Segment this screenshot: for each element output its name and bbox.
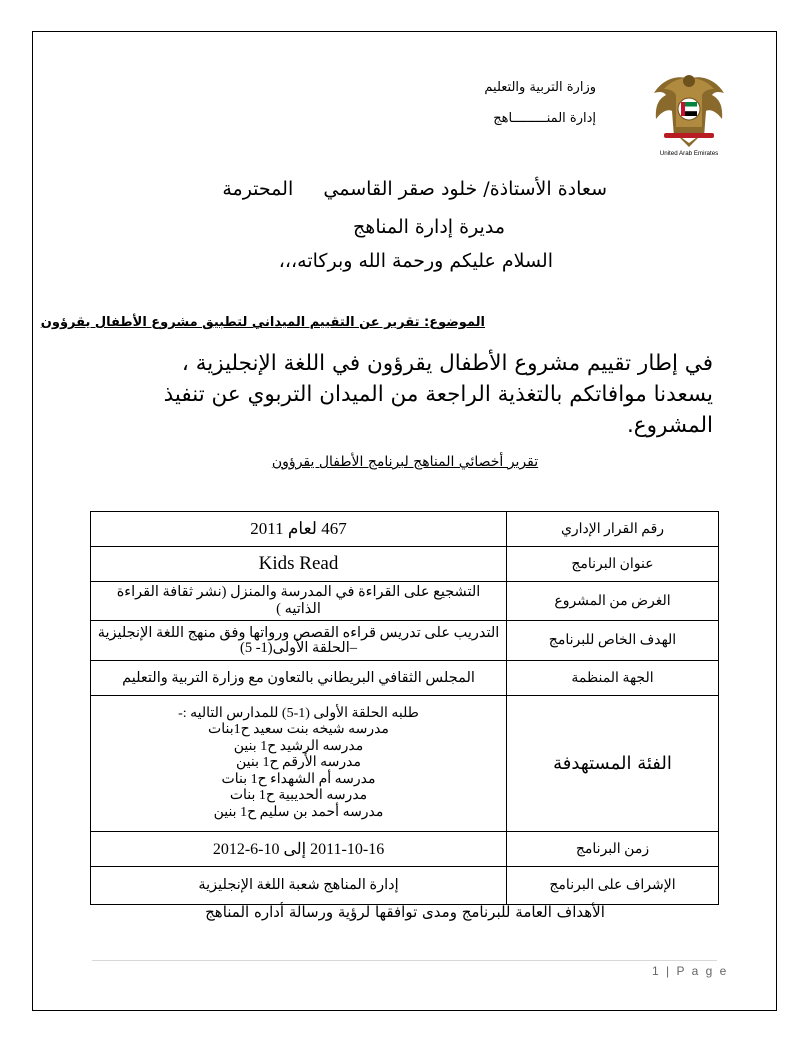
page-footer: [652, 964, 728, 978]
row-value: 2011-10-16 إلى 10-6-2012: [91, 832, 507, 867]
recipient-title: مديرة إدارة المناهج: [353, 216, 505, 238]
row-label: زمن البرنامج: [507, 832, 719, 867]
greeting-line: السلام عليكم ورحمة الله وبركاته،،،: [278, 250, 553, 272]
list-item: مدرسه الأرقم ح1 بنين: [235, 755, 362, 771]
footer-divider: [92, 960, 717, 961]
recipient-line: سعادة الأستاذة/ خلود صقر القاسمي المحترمة: [222, 178, 607, 200]
program-info-table: [90, 511, 719, 905]
ministry-name: وزارة التربية والتعليم: [484, 80, 596, 95]
row-label: عنوان البرنامج: [507, 547, 719, 582]
row-label: الهدف الخاص للبرنامج: [507, 621, 719, 661]
closing-heading: الأهداف العامة للبرنامج ومدى توافقها لرؤية ورسالة أداره المناهج: [205, 903, 605, 921]
department-name: إدارة المنـــــــــاهج: [493, 111, 596, 126]
row-value: Kids Read: [91, 547, 507, 582]
table-row: [91, 512, 719, 547]
list-item: مدرسه الرشيد ح1 بنين: [233, 738, 364, 754]
row-label: الغرض من المشروع: [507, 582, 719, 621]
emblem-caption: United Arab Emirates: [659, 150, 719, 157]
page-number: 1: [652, 964, 661, 978]
row-label: رقم القرار الإداري: [507, 512, 719, 547]
table-row: [91, 661, 719, 696]
table-row: [91, 582, 719, 621]
row-value: التدريب على تدريس قراءه القصص ورواتها وفق منهج اللغة الإنجليزية –الحلقة الأولى(1- 5): [91, 621, 507, 661]
uae-emblem-icon: [650, 67, 728, 157]
table-row: [91, 867, 719, 905]
row-label: الجهة المنظمة: [507, 661, 719, 696]
report-title: تقرير أخصائي المناهج لبرنامج الأطفال يقرؤون: [271, 454, 539, 470]
list-item: مدرسه أم الشهداء ح1 بنات: [221, 771, 376, 787]
subject-line: الموضوع: تقرير عن التقييم الميداني لتطبيق مشروع الأطفال يقرؤون: [40, 315, 485, 330]
row-value: 467 لعام 2011: [91, 512, 507, 547]
row-value: المجلس الثقافي البريطاني بالتعاون مع وزارة التربية والتعليم: [91, 661, 507, 696]
list-item: مدرسه أحمد بن سليم ح1 بنين: [213, 804, 384, 820]
table-row: [91, 696, 719, 832]
list-item: طلبه الحلقة الأولى (1-5) للمدارس التاليه :-: [178, 705, 419, 721]
row-value: إدارة المناهج شعبة اللغة الإنجليزية: [91, 867, 507, 905]
page-label: | P a g e: [666, 964, 729, 978]
intro-paragraph: في إطار تقييم مشروع الأطفال يقرؤون في اللغة الإنجليزية ، يسعدنا موافاتكم بالتغذية الراجعة من الميدان التربوي عن تنفيذ المشروع.: [163, 351, 713, 438]
table-row: [91, 547, 719, 582]
row-label: الفئة المستهدفة: [507, 696, 719, 832]
target-schools-list: [91, 696, 507, 832]
table-row: [91, 621, 719, 661]
list-item: مدرسه شيخه بنت سعيد ح1بنات: [208, 722, 389, 738]
list-item: مدرسه الحديبية ح1 بنات: [229, 788, 368, 804]
table-row: [91, 832, 719, 867]
row-label: الإشراف على البرنامج: [507, 867, 719, 905]
row-value: التشجيع على القراءة في المدرسة والمنزل (نشر ثقافة القراءة الذاتيه ): [91, 582, 507, 621]
